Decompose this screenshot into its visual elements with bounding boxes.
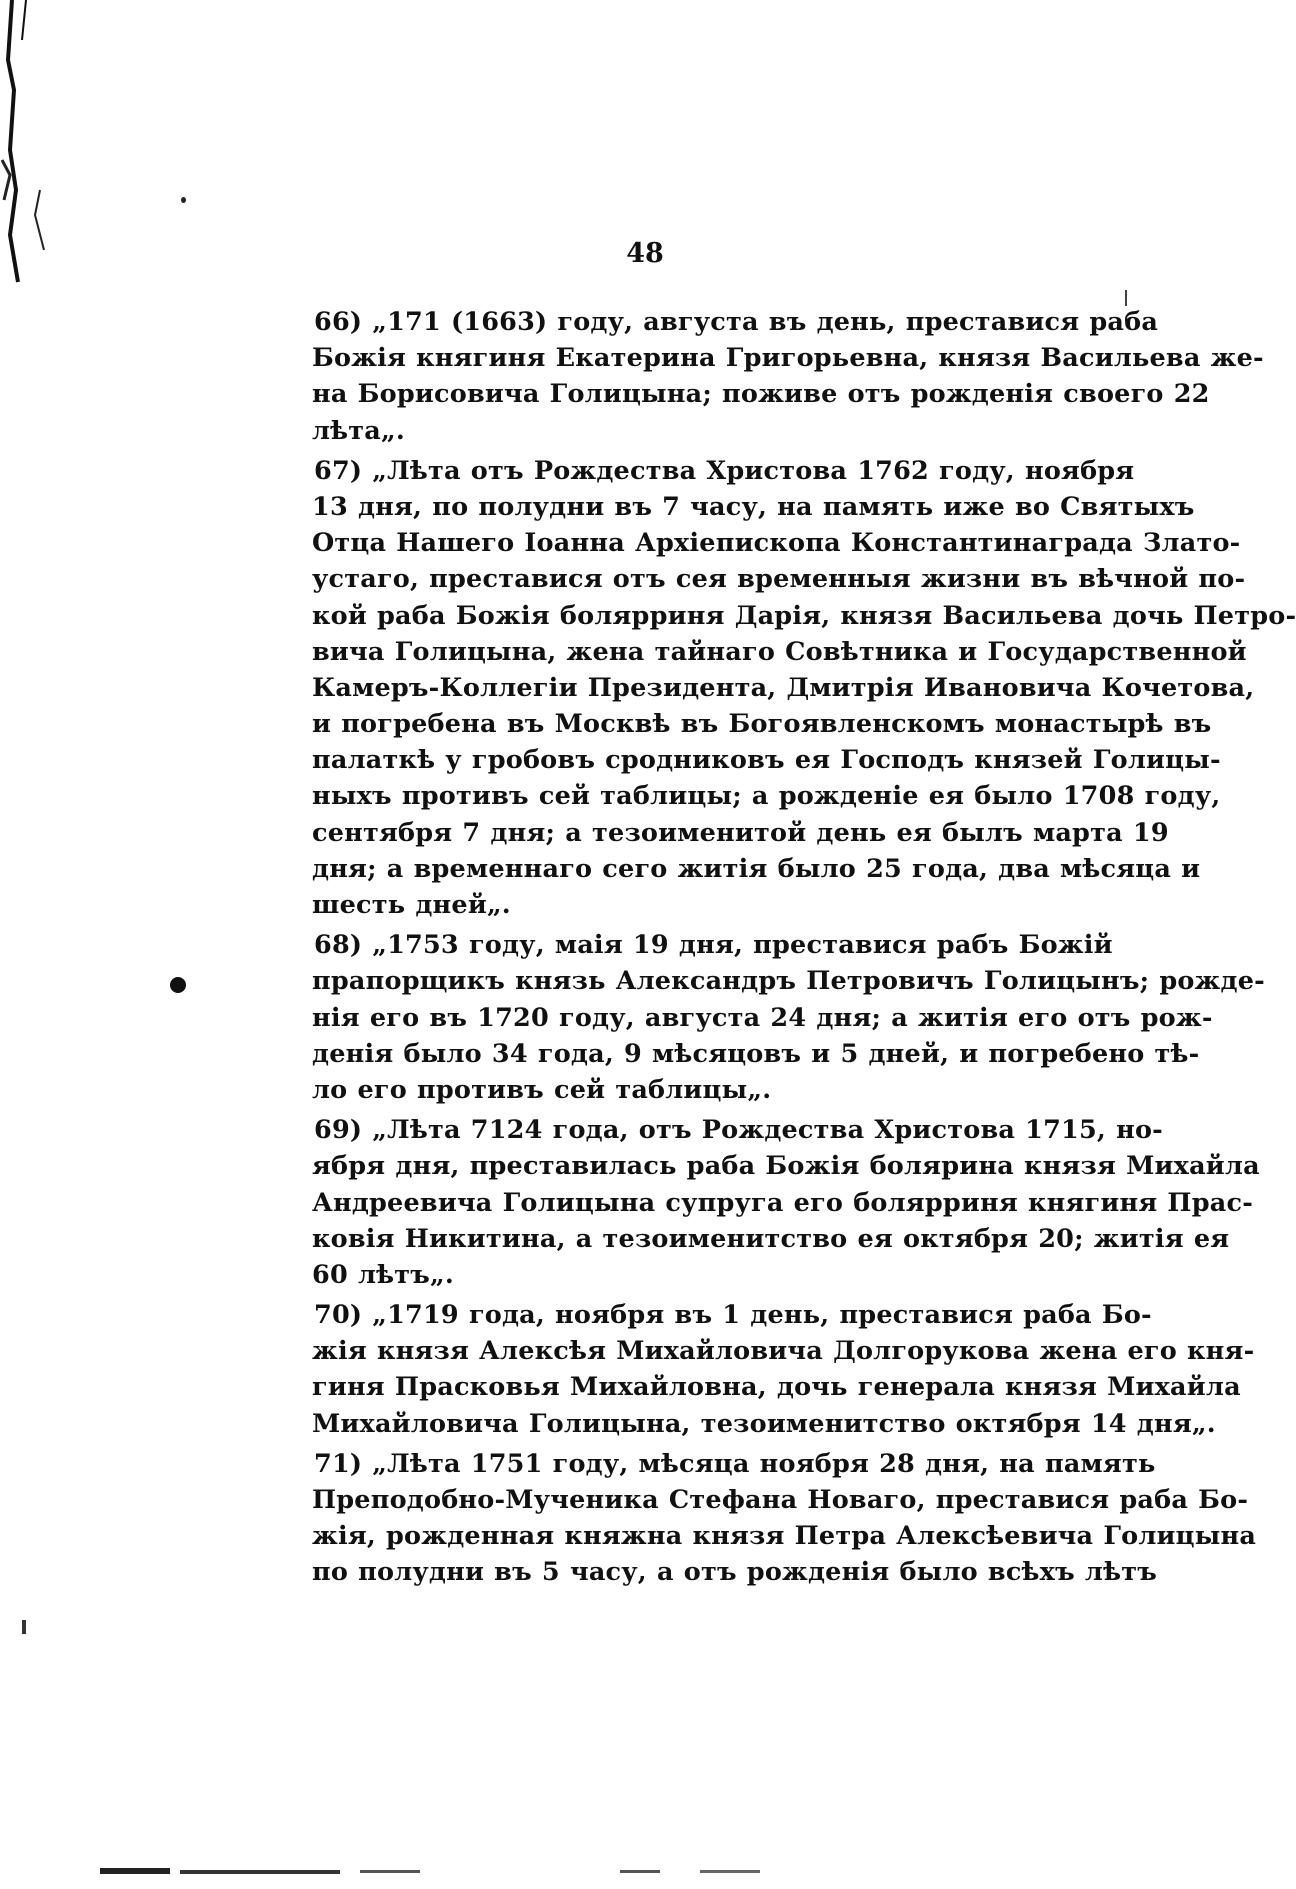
text-line: Камеръ-Коллегіи Президента, Дмитрія Ивановича Кочетова,	[312, 672, 1255, 703]
text-line: Андреевича Голицына супруга его болярриня княгиня Прас-	[312, 1187, 1253, 1218]
text-line: по полудни въ 5 часу, а отъ рожденія было всѣхъ лѣтъ	[312, 1557, 1157, 1588]
entry-69	[312, 1112, 1260, 1293]
text-line: Михайловича Голицына, тезоименитство октября 14 дня„.	[312, 1408, 1216, 1439]
text-line: ныхъ противъ сей таблицы; а рожденіе ея было 1708 году,	[312, 781, 1221, 812]
text-line: ковія Никитина, а тезоименитство ея октября 20; житія ея	[312, 1223, 1230, 1254]
text-line: Отца Нашего Іоанна Архіепископа Константинаграда Злато-	[312, 528, 1241, 559]
text-line: Преподобно-Мученика Стефана Новаго, преставися раба Бо-	[312, 1485, 1249, 1515]
text-line: устаго, преставися отъ сея временныя жизни въ вѣчной по-	[312, 564, 1246, 595]
text-line: 68) „1753 году, маія 19 дня, преставися рабъ Божій	[314, 930, 1113, 961]
text-line: 13 дня, по полудни въ 7 часу, на память иже во Святыхъ	[312, 491, 1195, 522]
text-line: прапорщикъ князь Александръ Петровичъ Голицынъ; рожде-	[312, 966, 1265, 997]
text-line: 60 лѣтъ„.	[312, 1259, 454, 1290]
text-line: 70) „1719 года, ноября въ 1 день, преставися раба Бо-	[314, 1300, 1152, 1331]
text-line: кой раба Божія болярриня Дарія, князя Васильева дочь Петро-	[312, 600, 1296, 631]
text-line: вича Голицына, жена тайнаго Совѣтника и Государственной	[312, 636, 1247, 667]
text-line: 69) „Лѣта 7124 года, отъ Рождества Христова 1715, но-	[314, 1115, 1163, 1146]
text-line: 66) „171 (1663) году, августа въ день, преставися раба	[314, 307, 1159, 337]
text-line: 71) „Лѣта 1751 году, мѣсяца ноября 28 дня, на память	[314, 1448, 1156, 1479]
entry-67	[312, 453, 1296, 923]
entry-71	[312, 1446, 1257, 1591]
text-line: ября дня, преставилась раба Божія болярина князя Михайла	[312, 1151, 1260, 1182]
entry-68	[312, 927, 1265, 1108]
text-line: и погребена въ Москвѣ въ Богоявленскомъ монастырѣ въ	[312, 709, 1212, 740]
entry-70	[312, 1297, 1255, 1442]
text-line: дня; а временнаго сего житія было 25 года, два мѣсяца и	[312, 853, 1201, 884]
scan-dot	[1125, 290, 1127, 306]
text-line: палаткѣ у гробовъ сродниковъ ея Господъ князей Голицы-	[312, 745, 1221, 776]
text-line: 67) „Лѣта отъ Рождества Христова 1762 году, ноября	[314, 455, 1135, 486]
scan-bottom-strip	[100, 1864, 820, 1880]
scan-dot	[181, 197, 186, 203]
text-line: шесть дней„.	[312, 890, 511, 920]
text-line: жія князя Алексѣя Михайловича Долгорукова жена его кня-	[312, 1336, 1255, 1367]
text-line: денія было 34 года, 9 мѣсяцовъ и 5 дней, и погребено тѣ-	[312, 1038, 1200, 1069]
text-line: Божія княгиня Екатерина Григорьевна, князя Васильева же-	[312, 343, 1264, 374]
body-text	[312, 304, 1296, 1595]
page-number: 48	[626, 238, 664, 269]
text-line: на Борисовича Голицына; поживе отъ рожденія своего 22	[312, 379, 1210, 410]
text-line: жія, рожденная княжна князя Петра Алексѣевича Голицына	[312, 1521, 1257, 1552]
scan-dot	[170, 977, 186, 993]
text-line: ло его противъ сей таблицы„.	[312, 1074, 772, 1105]
text-line: сентября 7 дня; а тезоименитой день ея былъ марта 19	[312, 817, 1169, 848]
text-line: нія его въ 1720 году, августа 24 дня; а житія его отъ рож-	[312, 1002, 1213, 1033]
text-line: лѣта„.	[312, 415, 405, 446]
scan-dot	[22, 1620, 26, 1634]
entry-66	[312, 304, 1264, 449]
text-line: гиня Прасковья Михайловна, дочь генерала князя Михайла	[312, 1372, 1241, 1403]
